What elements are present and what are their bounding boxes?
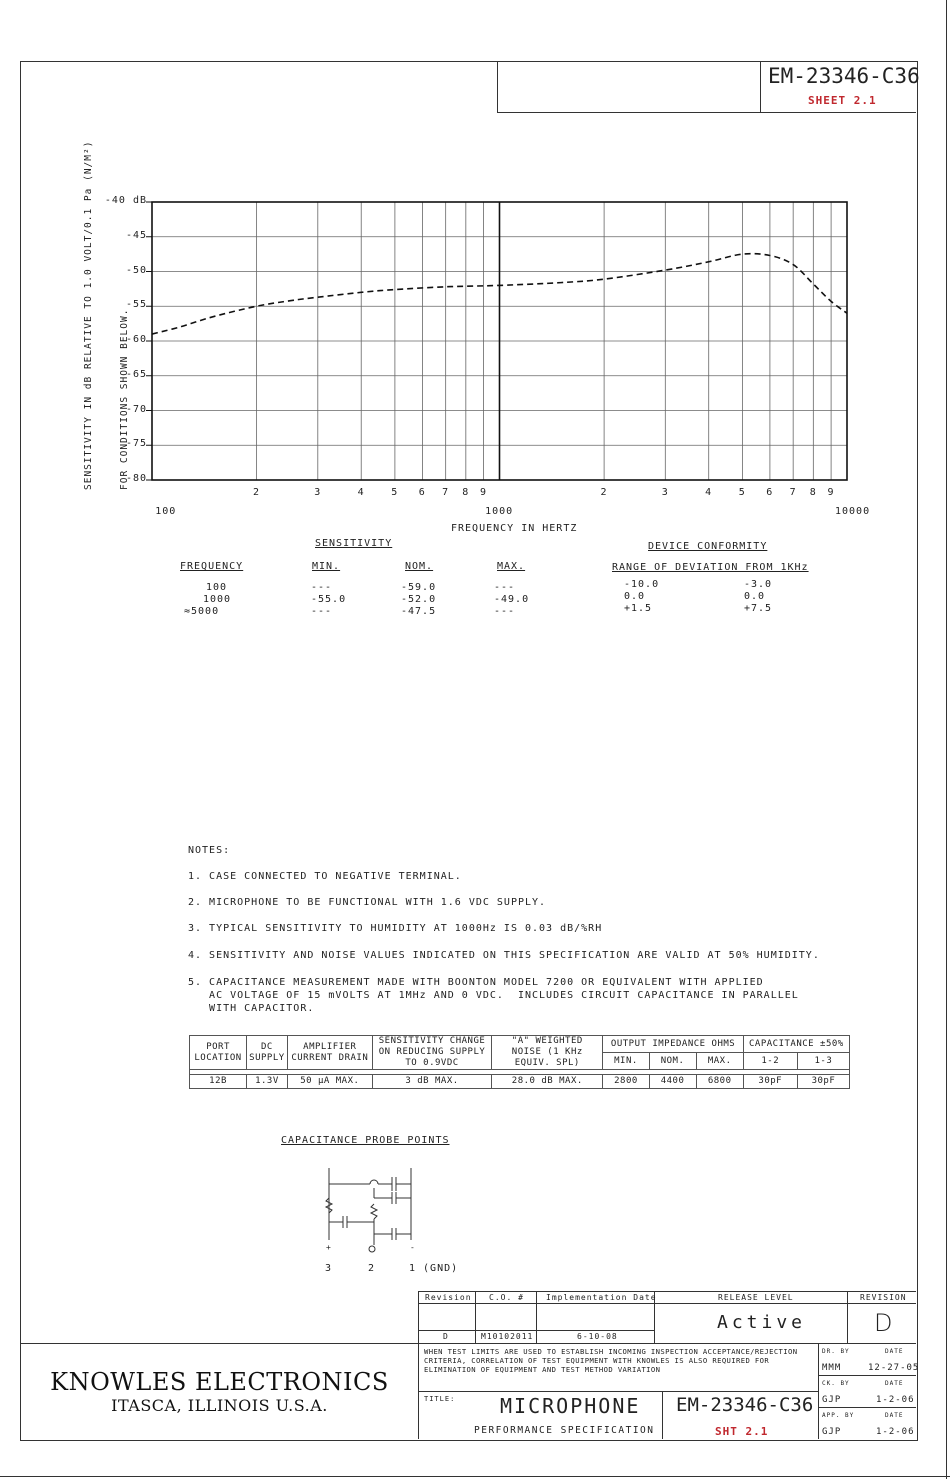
conformity-subheading: RANGE OF DEVIATION FROM 1KHz <box>612 562 809 573</box>
title-sheet: SHT 2.1 <box>715 1425 769 1438</box>
y-axis-label-line2: FOR CONDITIONS SHOWN BELOW. <box>119 308 130 490</box>
sensitivity-cell-nom: -47.5 <box>401 606 437 617</box>
td-cap12: 30pF <box>743 1075 797 1089</box>
x-major-label: 100 <box>155 506 177 517</box>
x-minor-label: 4 <box>357 487 365 498</box>
td-sens: 3 dB MAX. <box>372 1075 491 1089</box>
td-imp-max: 6800 <box>696 1075 743 1089</box>
title-label: TITLE: <box>424 1395 456 1403</box>
spec-table <box>189 1035 850 1089</box>
col-max: MAX. <box>497 561 526 572</box>
probe-label-1-gnd: 1 (GND) <box>409 1263 459 1274</box>
ck-by-label: CK. BY <box>822 1380 850 1387</box>
release-level-label: RELEASE LEVEL <box>718 1293 794 1302</box>
note-4: 4. SENSITIVITY AND NOISE VALUES INDICATED ON THIS SPECIFICATION ARE VALID AT 50% HUMIDITY. <box>188 950 820 961</box>
rev-row-revision: D <box>443 1332 449 1341</box>
th-port: PORT LOCATION <box>190 1036 247 1070</box>
th-sens: SENSITIVITY CHANGE ON REDUCING SUPPLY TO 0.9VDC <box>372 1036 491 1070</box>
x-minor-label: 9 <box>827 487 835 498</box>
dr-date: 12-27-05 <box>868 1363 920 1373</box>
td-dc: 1.3V <box>247 1075 288 1089</box>
dr-date-label: DATE <box>885 1348 904 1355</box>
y-tick-label: -80 <box>125 473 147 484</box>
conformity-range: 0.0 <box>624 591 646 602</box>
x-minor-label: 6 <box>766 487 774 498</box>
sensitivity-cell-nom: -59.0 <box>401 582 437 593</box>
th-nom: NOM. <box>649 1053 696 1070</box>
x-major-label: 10000 <box>835 506 871 517</box>
col-nom: NOM. <box>405 561 434 572</box>
conformity-deviation: 0.0 <box>744 591 766 602</box>
sensitivity-cell-min: -55.0 <box>311 594 347 605</box>
x-minor-label: 8 <box>462 487 470 498</box>
dr-by-label: DR. BY <box>822 1348 850 1355</box>
sensitivity-cell-max: --- <box>494 606 516 617</box>
y-tick-label: -40 dB <box>104 195 147 206</box>
rev-header-revision: Revision <box>425 1293 472 1302</box>
probe-label-2: 2 <box>368 1263 376 1274</box>
ck-date: 1-2-06 <box>876 1395 915 1405</box>
x-major-label: 1000 <box>485 506 514 517</box>
x-minor-label: 7 <box>789 487 797 498</box>
th-dc: DC SUPPLY <box>247 1036 288 1070</box>
x-minor-label: 7 <box>442 487 450 498</box>
probe-label-3: 3 <box>325 1263 333 1274</box>
th-cap12: 1-2 <box>743 1053 797 1070</box>
note-1: 1. CASE CONNECTED TO NEGATIVE TERMINAL. <box>188 871 462 882</box>
header-sheet: SHEET 2.1 <box>808 94 877 107</box>
sensitivity-cell-min: --- <box>311 582 333 593</box>
th-capacitance: CAPACITANCE ±50% <box>743 1036 849 1053</box>
sensitivity-cell-max: -49.0 <box>494 594 530 605</box>
x-minor-label: 3 <box>661 487 669 498</box>
conformity-range: +1.5 <box>624 603 653 614</box>
sensitivity-cell-freq: 1000 <box>203 594 232 605</box>
x-minor-label: 2 <box>253 487 261 498</box>
y-tick-label: -45 <box>125 229 147 241</box>
sensitivity-cell-nom: -52.0 <box>401 594 437 605</box>
th-max: MAX. <box>696 1053 743 1070</box>
revision-label: REVISION <box>860 1293 907 1302</box>
conformity-deviation: +7.5 <box>744 603 773 614</box>
th-noise: "A" WEIGHTED NOISE (1 KHz EQUIV. SPL) <box>492 1036 603 1070</box>
release-level-value: Active <box>717 1312 807 1333</box>
td-imp-nom: 4400 <box>649 1075 696 1089</box>
th-min: MIN. <box>603 1053 649 1070</box>
company-block <box>22 1368 417 1416</box>
td-cap13: 30pF <box>797 1075 849 1089</box>
x-minor-label: 9 <box>479 487 488 498</box>
x-minor-label: 4 <box>705 487 713 498</box>
notes-title: NOTES: <box>188 845 231 856</box>
rev-row-date: 6-10-08 <box>577 1332 618 1341</box>
company-name: KNOWLES ELECTRONICS <box>50 1368 389 1396</box>
dr-by: MMM <box>822 1363 842 1373</box>
app-by-label: APP. BY <box>822 1412 855 1419</box>
rev-header-date: Implementation Date <box>546 1293 657 1302</box>
th-impedance: OUTPUT IMPEDANCE OHMS <box>603 1036 743 1053</box>
sensitivity-cell-freq: 100 <box>206 582 228 593</box>
note-5-line2: AC VOLTAGE OF 15 mVOLTS AT 1MHz AND 0 VDC. INCLUDES CIRCUIT CAPACITANCE IN PARALLEL <box>188 990 799 1001</box>
y-tick-label: -65 <box>125 368 147 380</box>
drawing-title: MICROPHONE <box>500 1394 641 1418</box>
td-imp-min: 2800 <box>603 1075 649 1089</box>
th-cap13: 1-3 <box>797 1053 849 1070</box>
rev-header-co: C.O. # <box>489 1293 524 1302</box>
ck-by: GJP <box>822 1395 842 1405</box>
y-tick-label: -70 <box>125 403 147 415</box>
conformity-range: -10.0 <box>624 579 660 590</box>
note-2: 2. MICROPHONE TO BE FUNCTIONAL WITH 1.6 VDC SUPPLY. <box>188 897 547 908</box>
y-tick-label: -55 <box>125 299 147 311</box>
revision-value: D <box>874 1309 894 1337</box>
sensitivity-cell-max: --- <box>494 582 516 593</box>
sensitivity-cell-freq: ≈5000 <box>184 606 220 617</box>
x-minor-label: 2 <box>600 487 608 498</box>
probe-plus: + <box>326 1243 332 1252</box>
x-minor-label: 5 <box>391 487 399 498</box>
col-frequency: FREQUENCY <box>180 561 244 572</box>
y-axis-label <box>59 141 155 490</box>
app-date-label: DATE <box>885 1412 904 1419</box>
x-axis-label: FREQUENCY IN HERTZ <box>451 523 578 534</box>
x-minor-label: 8 <box>809 487 817 498</box>
app-date: 1-2-06 <box>876 1427 915 1437</box>
conformity-heading: DEVICE CONFORMITY <box>648 541 768 552</box>
chart-grid <box>146 202 847 480</box>
td-noise: 28.0 dB MAX. <box>492 1075 603 1089</box>
col-min: MIN. <box>312 561 341 572</box>
header-doc-number: EM-23346-C36 <box>768 64 920 88</box>
conformity-deviation: -3.0 <box>744 579 773 590</box>
x-minor-label: 5 <box>738 487 746 498</box>
probe-minus: - <box>410 1243 416 1252</box>
title-doc-number: EM-23346-C36 <box>676 1394 814 1416</box>
page-edge-bottom <box>0 1476 950 1477</box>
ck-date-label: DATE <box>885 1380 904 1387</box>
probe-title: CAPACITANCE PROBE POINTS <box>281 1135 450 1146</box>
td-port: 12B <box>190 1075 247 1089</box>
drawing-subtitle: PERFORMANCE SPECIFICATION <box>474 1425 655 1436</box>
rev-row-co: M10102011 <box>481 1332 534 1341</box>
sensitivity-cell-min: --- <box>311 606 333 617</box>
y-tick-label: -75 <box>125 438 147 450</box>
note-5-line1: 5. CAPACITANCE MEASUREMENT MADE WITH BOONTON MODEL 7200 OR EQUIVALENT WITH APPLIED <box>188 977 764 988</box>
app-by: GJP <box>822 1427 842 1437</box>
inspection-warning: WHEN TEST LIMITS ARE USED TO ESTABLISH INCOMING INSPECTION ACCEPTANCE/REJECTION CRITERIA, CORRELATION OF TEST EQUIPMENT WITH KNOWLES IS ALSO REQUIRED FOR ELIMINATION OF EQUIPMENT AND TEST METHOD VARIATION <box>424 1347 798 1374</box>
note-3: 3. TYPICAL SENSITIVITY TO HUMIDITY AT 1000Hz IS 0.03 dB/%RH <box>188 923 603 934</box>
note-5-line3: WITH CAPACITOR. <box>188 1003 315 1014</box>
th-amp: AMPLIFIER CURRENT DRAIN <box>287 1036 372 1070</box>
y-tick-label: -60 <box>125 334 147 345</box>
company-location: ITASCA, ILLINOIS U.S.A. <box>111 1396 328 1415</box>
td-amp: 50 µA MAX. <box>287 1075 372 1089</box>
sensitivity-heading: SENSITIVITY <box>315 538 393 549</box>
x-minor-label: 6 <box>418 487 426 498</box>
x-minor-label: 3 <box>314 487 322 498</box>
y-axis-label-line1: SENSITIVITY IN dB RELATIVE TO 1.0 VOLT/0.1 Pa (N/M²) <box>83 140 94 490</box>
y-tick-label: -50 <box>125 264 147 276</box>
